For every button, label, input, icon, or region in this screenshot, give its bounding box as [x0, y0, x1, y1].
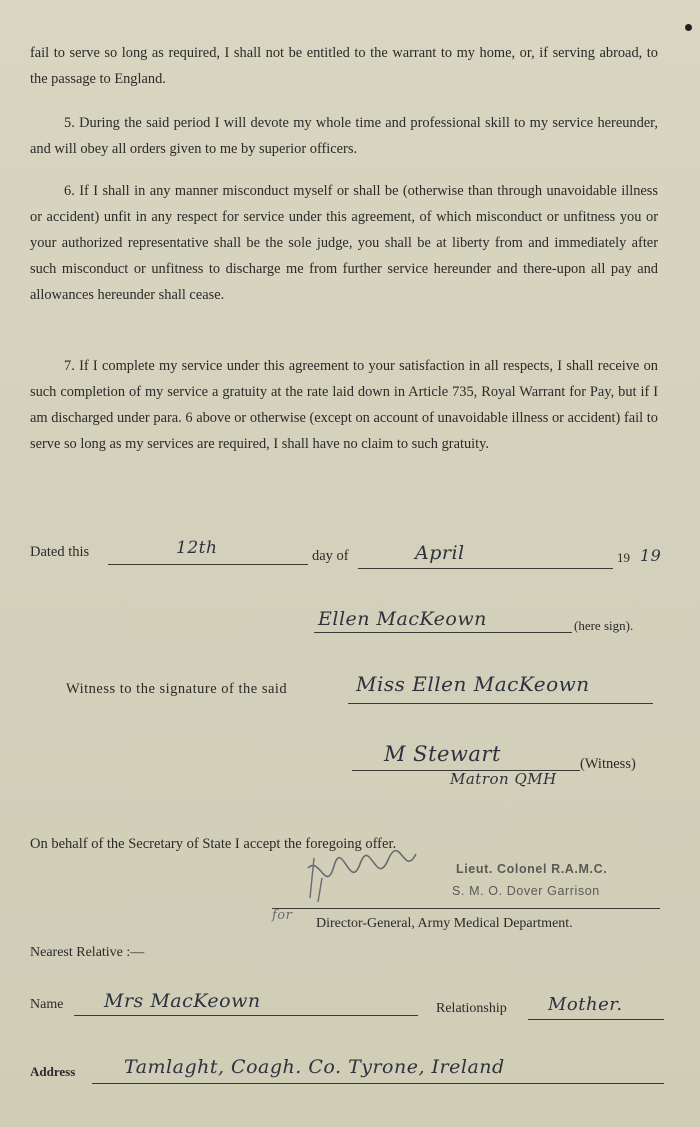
paragraph-6: 6. If I shall in any manner misconduct myself or shall be (otherwise than through unavoidable illness or accident) unfit in any respect for service under this agreement, of which misconduct or unfitness you or your authorized representative shall be the sole judge, you shall be at liberty from and immediately after such misconduct or unfitness to discharge me from further service hereunder and there-upon all pay and allowances hereunder shall cease. [30, 183, 658, 303]
witness-label: Witness to the signature of the said [66, 681, 288, 697]
director-label: Director-General, Army Medical Department. [316, 916, 573, 931]
relative-name-value: Mrs MacKeown [104, 990, 261, 1012]
year-prefix: 19 [617, 550, 630, 565]
witness-name-value: Miss Ellen MacKeown [356, 672, 590, 696]
relationship-value: Mother. [548, 994, 623, 1015]
witness-signature: M Stewart [384, 742, 501, 766]
dated-label: Dated this [30, 544, 90, 560]
for-value: for [272, 908, 293, 923]
here-sign-label: (here sign). [574, 618, 634, 633]
year-value: 19 [640, 546, 662, 565]
ink-dot [685, 24, 692, 31]
day-of-label: day of [312, 548, 349, 564]
officer-signature-scribble [300, 848, 420, 904]
witness-name-line [348, 703, 653, 704]
paragraph-7: 7. If I complete my service under this agreement to your satisfaction in all respects, I shall receive on such completion of my service a gratuity at the rate laid down in Article 735, Royal Warrant for Pay, but if I am discharged under para. 6 above or otherwise (except on account of unavoidable illness or accident) fail to serve so long as my services are required, I shall have no claim to such gratuity. [30, 358, 658, 452]
address-label: Address [30, 1064, 76, 1079]
paragraph-5: 5. During the said period I will devote my whole time and professional skill to my service hereunder, and will obey all orders given to me by superior officers. [30, 115, 658, 157]
director-line [272, 908, 660, 909]
address-line [92, 1083, 664, 1084]
month-line [358, 568, 613, 569]
stamp-line-1: Lieut. Colonel R.A.M.C. [456, 862, 608, 876]
address-value: Tamlaght, Coagh. Co. Tyrone, Ireland [124, 1056, 505, 1078]
day-value: 12th [176, 538, 218, 558]
relationship-label: Relationship [436, 1001, 507, 1016]
applicant-signature: Ellen MacKeown [318, 608, 487, 630]
relative-name-line [74, 1015, 418, 1016]
stamp-line-2: S. M. O. Dover Garrison [452, 884, 600, 898]
month-value: April [415, 542, 465, 564]
day-line [108, 564, 308, 565]
acceptance-label: On behalf of the Secretary of State I accept the foregoing offer. [30, 836, 397, 852]
signature-line [314, 632, 572, 633]
relative-name-label: Name [30, 997, 64, 1012]
relationship-line [528, 1019, 664, 1020]
paragraph-continuation: fail to serve so long as required, I shall not be entitled to the warrant to my home, or, if serving abroad, to the passage to England. [30, 45, 658, 87]
nearest-relative-heading: Nearest Relative :— [30, 945, 145, 960]
witness-sig-label: (Witness) [580, 756, 636, 772]
witness-title: Matron QMH [450, 770, 557, 788]
